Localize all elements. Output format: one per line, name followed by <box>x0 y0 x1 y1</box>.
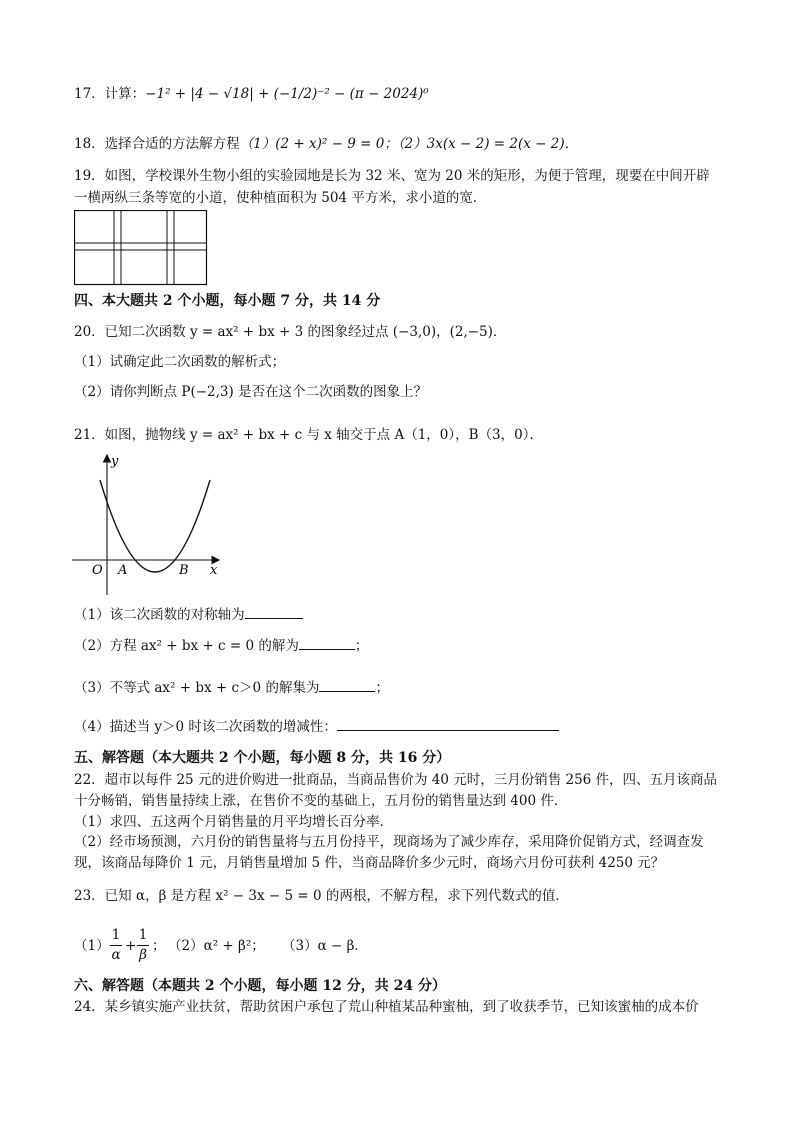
q23-p1-label: （1） <box>74 938 110 954</box>
q19-line1: 19．如图，学校课外生物小组的实验园地是长为 32 米、宽为 20 米的矩形，为便于管理，现要在中间开辟 <box>74 168 710 184</box>
x-axis-label: x <box>210 563 218 578</box>
q20-stem: 20．已知二次函数 y = ax² + bx + 3 的图象经过点 (−3,0)，(2,−5)． <box>74 324 507 340</box>
q21-part2-text: （2）方程 ax² + bx + c = 0 的解为 <box>74 638 299 654</box>
question-17 <box>74 84 429 104</box>
section-4-heading: 四、本大题共 2 个小题，每小题 7 分，共 14 分 <box>74 293 381 309</box>
q18-label: 18．选择合适的方法解方程 <box>74 136 240 152</box>
q22-line3: （1）求四、五这两个月销售量的月平均增长百分率． <box>74 814 394 830</box>
point-a-label: A <box>118 563 128 578</box>
q22-line4: （2）经市场预测，六月份的销售量将与五月份持平，现商场为了减少库存，采用降价促销方式，经调查发 <box>74 834 704 850</box>
garden-figure <box>74 210 208 286</box>
q22-line1: 22．超市以每件 25 元的进价购进一批商品，当商品售价为 40 元时，三月份销售 256 件，四、五月该商品 <box>74 772 718 788</box>
q18-part1: （1）(2 + x)² − 9 = 0； <box>239 136 398 152</box>
section-6-heading: 六、解答题（本题共 2 个小题，每小题 12 分，共 24 分） <box>74 978 446 994</box>
section-5-heading: 五、解答题（本大题共 2 个小题，每小题 8 分，共 16 分） <box>74 750 451 766</box>
answer-blank-4[interactable] <box>337 716 559 731</box>
q18-part2: （2）3x(x − 2) = 2(x − 2)． <box>397 136 579 152</box>
q17-label: 17．计算： <box>74 86 146 102</box>
q23-stem: 23．已知 α，β 是方程 x² − 3x − 5 = 0 的两根，不解方程，求下列代数式的值． <box>74 888 569 904</box>
q23-frac1-den: α <box>111 947 121 963</box>
q20-part1: （1）试确定此二次函数的解析式； <box>74 354 286 370</box>
q21-part1-text: （1）该二次函数的对称轴为 <box>74 607 245 623</box>
q20-part2: （2）请你判断点 P(−2,3) 是否在这个二次函数的图象上？ <box>74 384 428 400</box>
parabola-graph <box>70 452 230 597</box>
q23-frac1-num: 1 <box>111 927 121 943</box>
q23-part2: （2）α² + β²； <box>168 938 265 954</box>
garden-outer-rect <box>75 211 207 285</box>
q21-part4 <box>74 716 559 737</box>
question-18 <box>74 134 578 154</box>
answer-blank-2[interactable] <box>299 635 355 650</box>
q21-part2 <box>74 635 368 656</box>
y-axis-label: y <box>111 454 119 469</box>
origin-label: O <box>92 563 103 578</box>
q21-stem: 21．如图，抛物线 y = ax² + bx + c 与 x 轴交于点 A（1，0），B（3，0）． <box>74 427 543 443</box>
q24-line1: 24．某乡镇实施产业扶贫，帮助贫困户承包了荒山种植某品种蜜柚，到了收获季节，已知该蜜柚的成本价 <box>74 999 699 1015</box>
q21-part2-end: ； <box>354 638 369 654</box>
q21-part3 <box>74 677 389 698</box>
q21-part1 <box>74 604 303 625</box>
q21-part3-text: （3）不等式 ax² + bx + c＞0 的解集为 <box>74 680 320 696</box>
q21-part3-end: ； <box>375 680 389 696</box>
q22-line5: 现，该商品每降价 1 元，月销售量增加 5 件，当商品降价多少元时，商场六月份可获利 4250 元？ <box>74 855 665 871</box>
q23-p1-end: ； <box>152 938 166 954</box>
q23-frac2-den: β <box>139 947 147 963</box>
answer-blank-1[interactable] <box>245 604 303 619</box>
q22-line2: 十分畅销，销售量持续上涨，在售价不变的基础上，五月份的销售量达到 400 件． <box>74 793 568 809</box>
q23-plus: + <box>125 938 137 954</box>
parabola-curve <box>100 480 210 572</box>
answer-blank-3[interactable] <box>319 677 375 692</box>
point-b-label: B <box>179 563 189 578</box>
q23-part3: （3）α − β． <box>282 938 368 954</box>
q19-line2: 一横两纵三条等宽的小道，使种植面积为 504 平方米，求小道的宽． <box>74 190 487 206</box>
q17-expression: −1² + |4 − √18| + (−1/2)⁻² − (π − 2024)⁰ <box>145 86 429 102</box>
q23-frac2-num: 1 <box>138 927 148 943</box>
q21-part4-text: （4）描述当 y＞0 时该二次函数的增减性： <box>74 719 337 735</box>
